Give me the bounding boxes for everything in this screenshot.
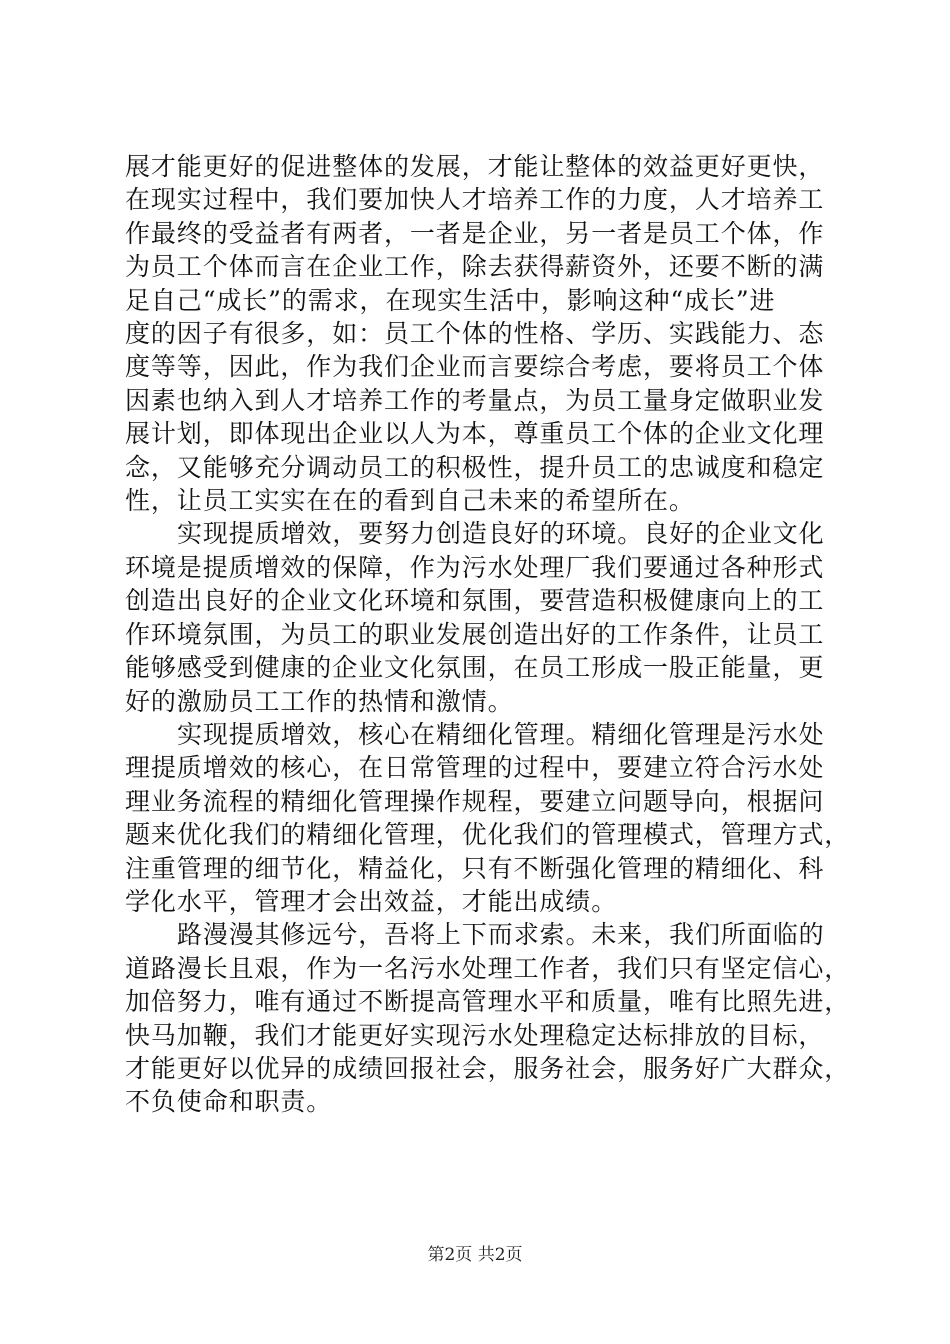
text-line: 加倍努力，唯有通过不断提高管理水平和质量，唯有比照先进， — [125, 987, 851, 1017]
text-line: 理提质增效的核心，在日常管理的过程中，要建立符合污水处 — [125, 753, 825, 783]
text-line: 才能更好以优异的成绩回报社会，服务社会，服务好广大群众， — [125, 1053, 851, 1083]
text-line: 实现提质增效，要努力创造良好的环境。良好的企业文化 — [177, 519, 825, 549]
paragraph-1 — [125, 150, 825, 517]
text-line: 不负使命和职责。 — [125, 1087, 333, 1117]
text-line: 度的因子有很多，如：员工个体的性格、学历、实践能力、态 — [125, 319, 825, 349]
text-line: 能够感受到健康的企业文化氛围，在员工形成一股正能量，更 — [125, 653, 825, 683]
text-line: 路漫漫其修远兮，吾将上下而求索。未来，我们所面临的 — [177, 920, 825, 950]
text-line: 题来优化我们的精细化管理，优化我们的管理模式，管理方式， — [125, 820, 851, 850]
text-line: 理业务流程的精细化管理操作规程，要建立问题导向，根据问 — [125, 786, 825, 816]
text-line: 注重管理的细节化，精益化，只有不断强化管理的精细化、科 — [125, 853, 825, 883]
text-line: 快马加鞭，我们才能更好实现污水处理稳定达标排放的目标， — [125, 1020, 825, 1050]
text-line: 环境是提质增效的保障，作为污水处理厂我们要通过各种形式 — [125, 552, 825, 582]
text-line: 念，又能够充分调动员工的积极性，提升员工的忠诚度和稳定 — [125, 452, 825, 482]
text-line: 在现实过程中，我们要加快人才培养工作的力度，人才培养工 — [125, 185, 825, 215]
page-footer: 第2页 共2页 — [427, 1245, 523, 1265]
text-line: 度等等，因此，作为我们企业而言要综合考虑，要将员工个体 — [125, 352, 825, 382]
text-line: 好的激励员工工作的热情和激情。 — [125, 686, 514, 716]
text-line: 道路漫长且艰，作为一名污水处理工作者，我们只有坚定信心， — [125, 953, 851, 983]
paragraph-3 — [125, 718, 851, 918]
paragraph-4 — [125, 918, 851, 1118]
text-line: 实现提质增效，核心在精细化管理。精细化管理是污水处 — [177, 719, 825, 749]
text-line: 作最终的受益者有两者，一者是企业，另一者是员工个体，作 — [125, 218, 825, 248]
text-line: 足自己“成长”的需求，在现实生活中，影响这种“成长”进 — [125, 285, 776, 315]
text-line: 展计划，即体现出企业以人为本，尊重员工个体的企业文化理 — [125, 419, 825, 449]
text-line: 学化水平，管理才会出效益，才能出成绩。 — [125, 886, 618, 916]
document-body — [125, 150, 851, 1119]
paragraph-2 — [125, 517, 825, 717]
text-line: 性，让员工实实在在的看到自己未来的希望所在。 — [125, 486, 695, 516]
text-line: 为员工个体而言在企业工作，除去获得薪资外，还要不断的满 — [125, 252, 825, 282]
text-line: 因素也纳入到人才培养工作的考量点，为员工量身定做职业发 — [125, 385, 825, 415]
text-line: 创造出良好的企业文化环境和氛围，要营造积极健康向上的工 — [125, 586, 825, 616]
text-line: 作环境氛围，为员工的职业发展创造出好的工作条件，让员工 — [125, 619, 825, 649]
text-line: 展才能更好的促进整体的发展，才能让整体的效益更好更快， — [125, 152, 825, 181]
